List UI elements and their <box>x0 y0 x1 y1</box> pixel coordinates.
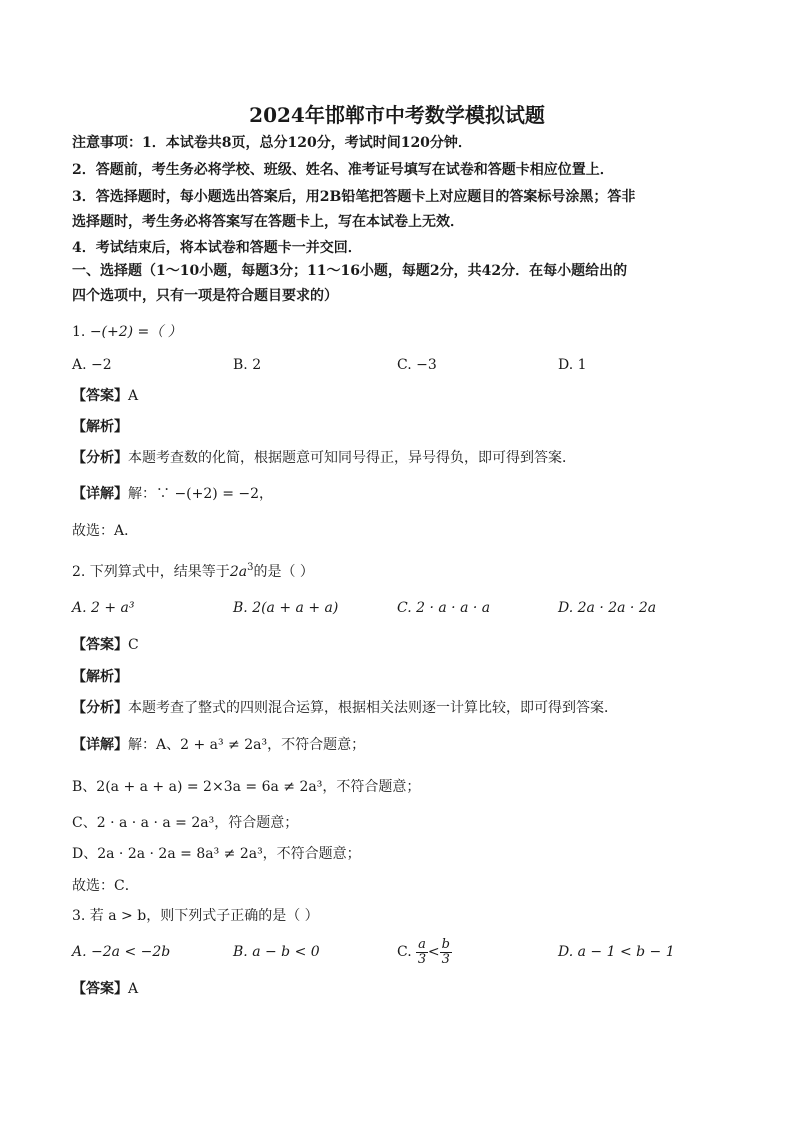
q2-answer-value: C <box>128 637 139 653</box>
q1-jiexi-tag: 【解析】 <box>72 419 128 435</box>
q2-jiexi-tag: 【解析】 <box>72 669 128 685</box>
q1-xiangjie-text: 解：∵ −(+2) = −2， <box>128 486 274 502</box>
q3-stem: 3. 若 a > b，则下列式子正确的是（ ） <box>72 908 319 924</box>
section-heading-1: 一、选择题（1～10小题，每题3分；11～16小题，每题2分，共42分．在每小题给出的 <box>72 263 628 279</box>
q2-detail-1: 解：A、2 + a³ ≠ 2a³，不符合题意； <box>128 737 366 753</box>
q2-stem <box>72 558 314 582</box>
q3-option-b: B. a − b < 0 <box>233 944 320 960</box>
q3-option-c <box>397 933 452 971</box>
note-1: 注意事项：1．本试卷共8页，总分120分，考试时间120分钟． <box>72 135 472 151</box>
q2-stem-pre: 2. 下列算式中，结果等于 <box>72 564 230 580</box>
answer-tag: 【答案】 <box>72 388 128 404</box>
q2-fenxi-text: 本题考查了整式的四则混合运算，根据相关法则逐一计算比较，即可得到答案． <box>128 700 618 716</box>
q2-detail-3: C、2 · a · a · a = 2a³，符合题意； <box>72 815 299 831</box>
q3-option-c-fraction-1 <box>416 938 428 967</box>
fenxi-tag: 【分析】 <box>72 700 128 716</box>
q2-xiangjie <box>72 735 365 755</box>
q2-detail-2: B、2(a + a + a) = 2×3a = 6a ≠ 2a³，不符合题意； <box>72 779 421 795</box>
q1-conclusion: 故选：A． <box>72 523 139 539</box>
q2-answer <box>72 635 139 655</box>
fraction-denominator: 3 <box>441 951 450 967</box>
q1-stem <box>72 322 182 342</box>
fraction-denominator: 3 <box>417 951 427 967</box>
fenxi-tag: 【分析】 <box>72 450 128 466</box>
q2-option-d: D. 2a · 2a · 2a <box>558 600 657 616</box>
q1-option-d: D. 1 <box>558 357 587 373</box>
q2-stem-expr: 2a <box>229 564 248 580</box>
q2-detail-4: D、2a · 2a · 2a = 8a³ ≠ 2a³，不符合题意； <box>72 846 361 862</box>
q1-option-b: B. 2 <box>233 357 262 373</box>
q3-option-c-label: C. <box>397 944 412 960</box>
note-3b: 选择题时，考生务必将答案写在答题卡上，写在本试卷上无效． <box>72 214 464 230</box>
q3-option-c-fraction-2 <box>440 938 452 967</box>
q1-xiangjie <box>72 484 273 504</box>
q1-fenxi <box>72 448 576 468</box>
q1-option-c: C. −3 <box>397 357 437 373</box>
q2-stem-exp: 3 <box>247 562 254 573</box>
q2-option-c: C. 2 · a · a · a <box>397 600 491 616</box>
q1-expression: −(+2) =（ ） <box>89 324 182 340</box>
fraction-numerator: a <box>418 936 426 952</box>
q1-fenxi-text: 本题考查数的化简，根据题意可知同号得正，异号得负，即可得到答案． <box>128 450 576 466</box>
q3-answer <box>72 979 138 999</box>
answer-tag: 【答案】 <box>72 981 128 997</box>
q3-option-a: A. −2a < −2b <box>72 944 171 960</box>
q2-fenxi <box>72 698 618 718</box>
q2-conclusion: 故选：C． <box>72 878 139 894</box>
q1-option-a: A. −2 <box>72 357 112 373</box>
answer-tag: 【答案】 <box>72 637 128 653</box>
q3-option-d: D. a − 1 < b − 1 <box>558 944 675 960</box>
q3-option-c-relation: < <box>427 944 440 960</box>
q3-answer-value: A <box>128 981 139 997</box>
q1-answer-value: A <box>128 388 139 404</box>
section-heading-2: 四个选项中，只有一项是符合题目要求的） <box>72 288 338 304</box>
page-title: 2024年邯郸市中考数学模拟试题 <box>249 103 545 127</box>
q1-number: 1. <box>72 324 86 340</box>
xiangjie-tag: 【详解】 <box>72 486 128 502</box>
fraction-numerator: b <box>441 936 450 952</box>
note-2: 2．答题前，考生务必将学校、班级、姓名、准考证号填写在试卷和答题卡相应位置上． <box>72 162 614 178</box>
q1-answer <box>72 386 138 406</box>
q2-option-a: A. 2 + a³ <box>72 600 135 616</box>
q2-option-b: B. 2(a + a + a) <box>233 600 339 616</box>
note-3a: 3．答选择题时，每小题选出答案后，用2B铅笔把答题卡上对应题目的答案标号涂黑；答非 <box>72 189 636 205</box>
note-4: 4．考试结束后，将本试卷和答题卡一并交回． <box>72 240 362 256</box>
xiangjie-tag: 【详解】 <box>72 737 128 753</box>
q2-stem-post: 的是（ ） <box>253 564 314 580</box>
